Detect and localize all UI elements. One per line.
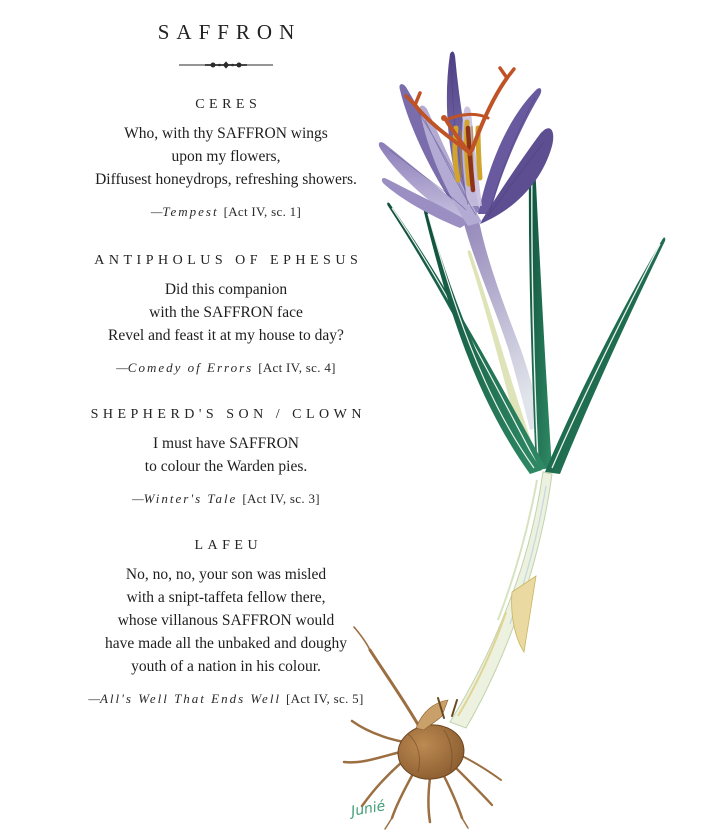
quote-line: Who, with thy SAFFRON wings (124, 125, 328, 142)
source-dash: — (116, 360, 128, 375)
work-title: Comedy of Errors (127, 360, 254, 375)
stigma-tip (441, 115, 447, 121)
artist-signature: Junié (349, 798, 387, 820)
citation: [Act IV, sc. 3] (242, 491, 320, 506)
quote-line: with the SAFFRON face (149, 304, 303, 321)
quote-line: upon my flowers, (171, 148, 281, 165)
citation: [Act IV, sc. 5] (286, 691, 364, 706)
quote-line: with a snipt-taffeta fellow there, (126, 589, 326, 606)
quote-line: No, no, no, your son was misled (125, 566, 327, 583)
quote-line: I must have SAFFRON (153, 435, 299, 452)
quote-line: youth of a nation in his colour. (131, 658, 321, 675)
corm-group (395, 698, 467, 783)
speaker-heading: ANTIPHOLUS OF EPHESUS (94, 253, 363, 268)
quote-line: have made all the unbaked and doughy (105, 635, 347, 652)
crocus-illustration (330, 30, 720, 830)
speaker-heading: SHEPHERD'S SON / CLOWN (90, 407, 366, 422)
quote-line: Did this companion (164, 281, 288, 298)
quote-line: to colour the Warden pies. (144, 458, 308, 475)
citation: [Act IV, sc. 1] (223, 204, 302, 219)
speaker-heading: LAFEU (194, 538, 263, 553)
work-title: Winter's Tale (143, 491, 238, 506)
citation: [Act IV, sc. 4] (258, 360, 336, 375)
source-dash: — (88, 691, 100, 706)
speaker-heading: CERES (195, 97, 262, 112)
work-title: Tempest (162, 204, 219, 219)
source-dash: — (150, 204, 163, 219)
page-title: SAFFRON (157, 20, 302, 44)
source-dash: — (132, 491, 144, 506)
quote-line: Revel and feast it at my house to day? (108, 327, 344, 344)
quote-line: Diffusest honeydrops, refreshing showers. (95, 171, 357, 188)
quote-line: whose villanous SAFFRON would (117, 612, 335, 629)
work-title: All's Well That Ends Well (99, 691, 282, 706)
flower-group (379, 52, 553, 228)
dotted-rule-icon (178, 59, 274, 71)
stem-sheath-group (450, 472, 552, 728)
